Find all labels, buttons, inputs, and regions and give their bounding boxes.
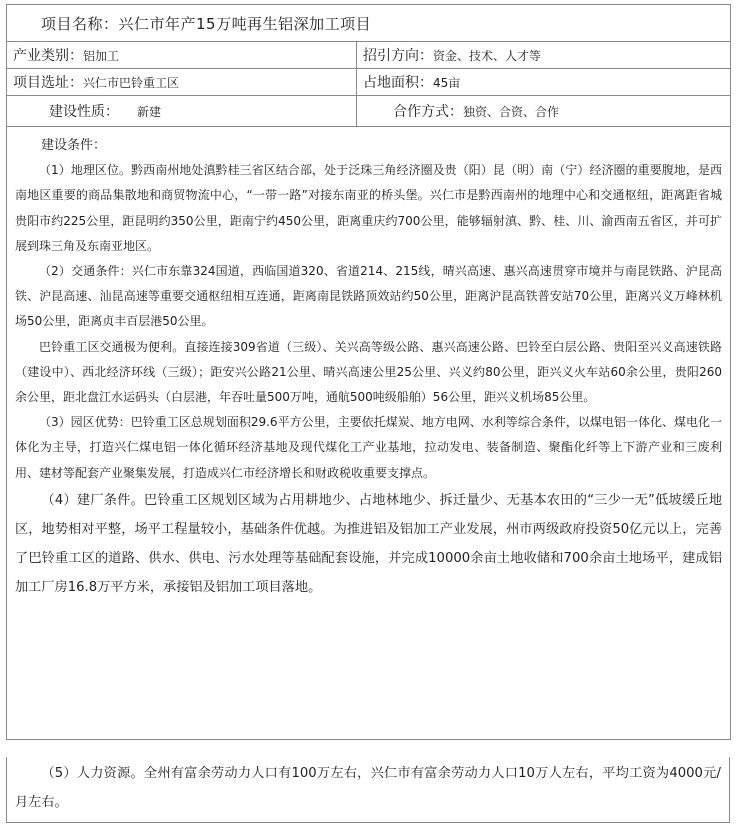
nature-cell xyxy=(7,96,357,127)
title-row xyxy=(7,5,731,42)
area-value: 45亩 xyxy=(433,76,461,90)
condition-factory: （4）建厂条件。巴铃重工区规划区域为占用耕地少、占地林地少、拆迁量少、无基本农田的“三少一无”低坡缓丘地区，地势相对平整，场平工程量较小，基础条件优越。为推进铝及铝加工产业发展，州市两级政府投资50亿元以上，完善了巴铃重工区的道路、供水、供电、污水处理等基础配套设施，并完成10000余亩土地收储和700余亩土地场平，建成铝加工厂房16.8万平方米，承接铝及铝加工项目落地。 xyxy=(15,492,723,595)
nature-row xyxy=(7,96,731,127)
coop-cell xyxy=(357,96,731,127)
project-document xyxy=(6,4,730,740)
site-row xyxy=(7,69,731,96)
industry-value: 铝加工 xyxy=(83,49,120,63)
project-title-cell xyxy=(7,5,731,42)
condition-park-advantage: （3）园区优势：巴铃重工区总规划面积29.6平方公里，主要依托煤炭、地方电网、水利等综合条件，以煤电铝一体化、煤电化一体化为主导，打造兴仁煤电铝一体化循环经济基地及现代煤化工产业基地，拉动发电、装备制造、聚酯化纤等上下游产业和三废利用、建材等配套产业聚集发展，打造成兴仁市经济增长和财政税收重要支撑点。 xyxy=(15,415,723,480)
condition-transport: （2）交通条件：兴仁市东靠324国道，西临国道320、省道214、215线，晴兴高速、惠兴高速贯穿市境并与南昆铁路、沪昆高铁、沪昆高速、汕昆高速等重要交通枢纽相互连通，距离南昆铁路顶效站约50公里，距离沪昆高铁普安站70公里，距离兴义万峰林机场50公里，距离贞丰百层港50公里。 xyxy=(15,264,723,329)
coop-value: 独资、合资、合作 xyxy=(463,105,560,119)
conditions-cell xyxy=(7,127,731,740)
condition-baling-transport: 巴铃重工区交通极为便利。直接连接309省道（三级）、关兴高等级公路、惠兴高速公路、巴铃至白层公路、贵阳至兴义高速铁路（建设中）、西北经济环线（三级）；距安兴公路21公里、晴兴高速公里25公里、兴义约80公里，距兴义火车站60余公里，贵阳260余公里，距北盘江水运码头（白层港，年吞吐量500万吨，通航500吨级船舶）56公里，距兴义机场85公里。 xyxy=(15,339,723,405)
industry-cell xyxy=(7,42,357,69)
project-name-label: 项目名称： xyxy=(41,14,119,33)
industry-row xyxy=(7,42,731,69)
condition-geography: （1）地理区位。黔西南州地处滇黔桂三省区结合部，处于泛珠三角经济圈及贵（阳）昆（明）南（宁）经济圈的重要腹地，是西南地区重要的商品集散地和商贸物流中心，“一带一路”对接东南亚的桥头堡。兴仁市是黔西南州的地理中心和交通枢纽，距离距省城贵阳市约225公里，距昆明约350公里，距南宁约450公里，距离重庆约700公里，能够辐射滇、黔、桂、川、渝西南五省区，并可扩展到珠三角及东南亚地区。 xyxy=(15,163,723,253)
coop-label: 合作方式： xyxy=(393,104,463,120)
site-value: 兴仁市巴铃重工区 xyxy=(83,76,180,90)
nature-label: 建设性质： xyxy=(49,104,119,120)
area-cell xyxy=(357,69,731,96)
conditions-continued-cell xyxy=(6,757,730,823)
area-label: 占地面积： xyxy=(363,75,433,91)
invest-direction-value: 资金、技术、人才等 xyxy=(433,49,542,63)
condition-labor: （5）人力资源。全州有富余劳动力人口有100万左右，兴仁市有富余劳动力人口10万人左右，平均工资为4000元/月左右。 xyxy=(15,766,721,810)
industry-label: 产业类别： xyxy=(13,48,83,64)
invest-direction-cell xyxy=(357,42,731,69)
project-info-table xyxy=(6,4,731,740)
conditions-heading: 建设条件： xyxy=(41,138,107,153)
site-label: 项目选址： xyxy=(13,75,83,91)
invest-direction-label: 招引方向： xyxy=(363,48,433,64)
site-cell xyxy=(7,69,357,96)
project-name-value: 兴仁市年产15万吨再生铝深加工项目 xyxy=(118,14,372,33)
conditions-row xyxy=(7,127,731,740)
nature-value: 新建 xyxy=(137,105,162,119)
